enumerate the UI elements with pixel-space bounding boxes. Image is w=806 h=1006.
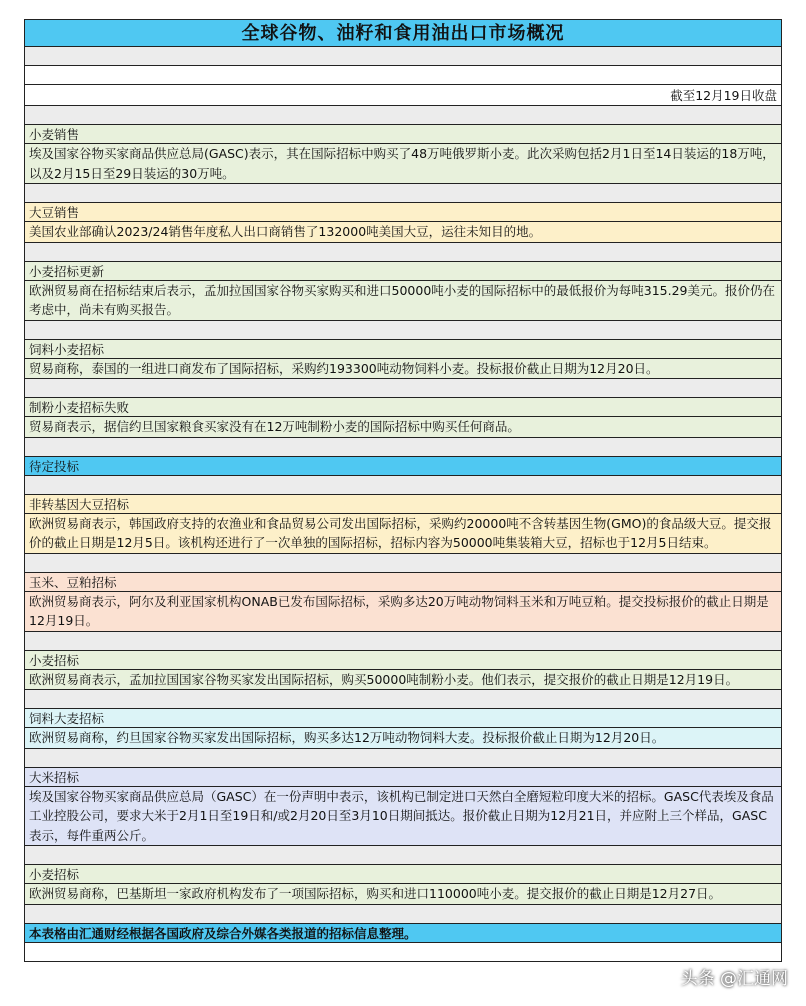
spacer-row [25, 438, 781, 457]
spacer-row [25, 943, 781, 962]
section-heading-soy-sales: 大豆销售 [25, 203, 781, 222]
spacer-row [25, 476, 781, 495]
section-heading-pending: 待定投标 [25, 457, 781, 476]
spacer-row [25, 106, 781, 125]
spacer-row [25, 66, 781, 85]
section-heading-wheat-sales: 小麦销售 [25, 125, 781, 144]
spacer-row [25, 554, 781, 573]
section-text-wheat-tender-2: 欧洲贸易商称，巴基斯坦一家政府机构发布了一项国际招标，购买和进口110000吨小麦。提交报价的截止日期是12月27日。 [25, 884, 781, 905]
section-heading-wheat-tender-update: 小麦招标更新 [25, 262, 781, 281]
section-heading-wheat-tender-2: 小麦招标 [25, 865, 781, 884]
section-text-corn-meal: 欧洲贸易商表示，阿尔及利亚国家机构ONAB已发布国际招标，采购多达20万吨动物饲料玉米和万吨豆粕。提交投标报价的截止日期是12月19日。 [25, 592, 781, 632]
section-text-wheat-tender: 欧洲贸易商表示，孟加拉国国家谷物买家发出国际招标，购买50000吨制粉小麦。他们表示，提交报价的截止日期是12月19日。 [25, 670, 781, 691]
spacer-row [25, 321, 781, 340]
spacer-row [25, 846, 781, 865]
spacer-row [25, 632, 781, 651]
section-text-milling-wheat-fail: 贸易商表示，据信约旦国家粮食买家没有在12万吨制粉小麦的国际招标中购买任何商品。 [25, 417, 781, 438]
section-heading-feed-barley: 饲料大麦招标 [25, 709, 781, 728]
section-text-feed-barley: 欧洲贸易商称，约旦国家谷物买家发出国际招标，购买多达12万吨动物饲料大麦。投标报价截止日期为12月20日。 [25, 728, 781, 749]
section-text-wheat-tender-update: 欧洲贸易商在招标结束后表示，孟加拉国国家谷物买家购买和进口50000吨小麦的国际招标中的最低报价为每吨315.29美元。报价仍在考虑中，尚未有购买报告。 [25, 281, 781, 321]
section-heading-wheat-tender: 小麦招标 [25, 651, 781, 670]
section-text-wheat-sales: 埃及国家谷物买家商品供应总局(GASC)表示，其在国际招标中购买了48万吨俄罗斯小麦。此次采购包括2月1日至14日装运的18万吨，以及2月15日至29日装运的30万吨。 [25, 144, 781, 184]
date-note: 截至12月19日收盘 [25, 85, 781, 106]
spacer-row [25, 905, 781, 924]
section-text-feed-wheat: 贸易商称，泰国的一组进口商发布了国际招标，采购约193300吨动物饲料小麦。投标报价截止日期为12月20日。 [25, 359, 781, 380]
spacer-row [25, 47, 781, 66]
spacer-row [25, 243, 781, 262]
spacer-row [25, 749, 781, 768]
page-title: 全球谷物、油籽和食用油出口市场概况 [25, 20, 781, 47]
section-heading-feed-wheat: 饲料小麦招标 [25, 340, 781, 359]
market-table [24, 19, 782, 962]
section-text-non-gmo-soy: 欧洲贸易商表示，韩国政府支持的农渔业和食品贸易公司发出国际招标，采购约20000吨不含转基因生物(GMO)的食品级大豆。提交报价的截止日期是12月5日。该机构还进行了一次单独的国际招标，招标内容为50000吨集装箱大豆，招标也于12月5日结束。 [25, 514, 781, 554]
section-text-soy-sales: 美国农业部确认2023/24销售年度私人出口商销售了132000吨美国大豆，运往未知目的地。 [25, 222, 781, 243]
section-text-rice: 埃及国家谷物买家商品供应总局（GASC）在一份声明中表示，该机构已制定进口天然白全磨短粒印度大米的招标。GASC代表埃及食品工业控股公司，要求大米于2月1日至19日和/或2月20日至3月10日期间抵达。报价截止日期为12月21日，并应附上三个样品，GASC表示，每件重两公斤。 [25, 787, 781, 847]
footer-note: 本表格由汇通财经根据各国政府及综合外媒各类报道的招标信息整理。 [25, 924, 781, 943]
spacer-row [25, 690, 781, 709]
watermark-label: 头条 @汇通网 [680, 969, 788, 989]
spacer-row [25, 379, 781, 398]
section-heading-corn-meal: 玉米、豆粕招标 [25, 573, 781, 592]
section-heading-non-gmo-soy: 非转基因大豆招标 [25, 495, 781, 514]
section-heading-rice: 大米招标 [25, 768, 781, 787]
section-heading-milling-wheat-fail: 制粉小麦招标失败 [25, 398, 781, 417]
spacer-row [25, 184, 781, 203]
